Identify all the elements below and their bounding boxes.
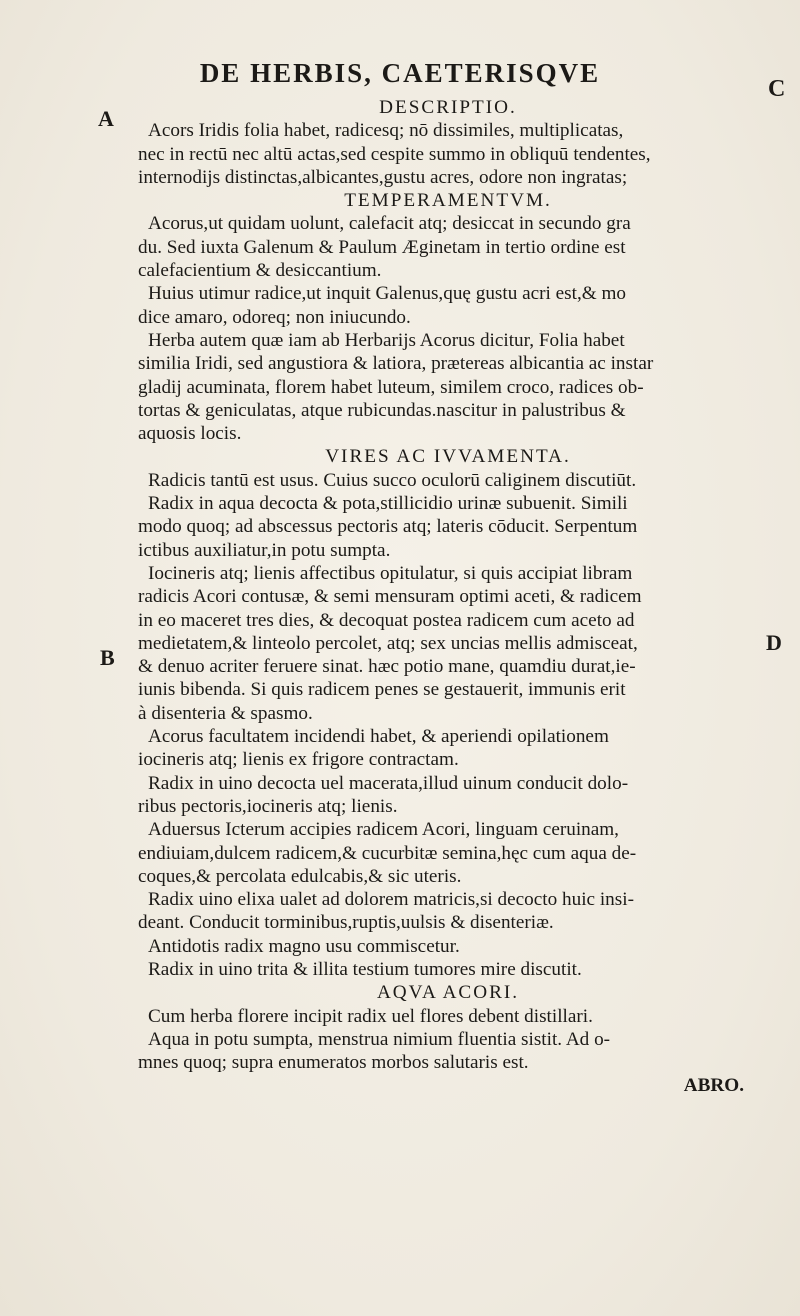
text-line: medietatem,& linteolo percolet, atq; sex uncias mellis admisceat,: [138, 632, 638, 654]
text-line: iocineris atq; lienis ex frigore contractam.: [138, 749, 459, 771]
text-line: & denuo acriter feruere sinat. hæc potio mane, quamdiu durat,ie-: [138, 656, 636, 678]
text-line: Antidotis radix magno usu commiscetur.: [148, 935, 460, 957]
text-line: radicis Acori contusæ, & semi mensuram optimi aceti, & radicem: [138, 586, 642, 608]
section-heading: VIRES AC IVVAMENTA.: [325, 446, 571, 468]
text-line: Acorus facultatem incidendi habet, & aperiendi opilationem: [148, 726, 609, 748]
text-line: mnes quoq; supra enumeratos morbos salutaris est.: [138, 1052, 529, 1074]
text-line: à disenteria & spasmo.: [138, 702, 313, 724]
margin-letter-d: D: [766, 630, 782, 655]
text-line: Radix in uino decocta uel macerata,illud uinum conducit dolo-: [148, 772, 629, 794]
text-line: Huius utimur radice,ut inquit Galenus,quę gustu acri est,& mo: [148, 283, 627, 305]
text-line: du. Sed iuxta Galenum & Paulum Æginetam in tertio ordine est: [138, 236, 626, 258]
text-line: ribus pectoris,iocineris atq; lienis.: [138, 795, 398, 817]
text-line: in eo maceret tres dies, & decoquat postea radicem cum aceto ad: [138, 609, 635, 631]
text-line: deant. Conducit torminibus,ruptis,uulsis & disenteriæ.: [138, 912, 554, 934]
text-line: aquosis locis.: [138, 423, 242, 445]
text-line: Iocineris atq; lienis affectibus opitulatur, si quis accipiat libram: [148, 562, 633, 584]
text-line: Acors Iridis folia habet, radicesq; nō dissimiles, multiplicatas,: [148, 120, 624, 142]
text-line: Herba autem quæ iam ab Herbarijs Acorus dicitur, Folia habet: [148, 329, 625, 351]
text-line: tortas & geniculatas, atque rubicundas.nascitur in palustribus &: [138, 399, 626, 421]
margin-letter-c: C: [768, 76, 786, 102]
text-line: coques,& percolata edulcabis,& sic uteris.: [138, 865, 462, 887]
text-line: gladij acuminata, florem habet luteum, similem croco, radices ob-: [138, 376, 644, 398]
margin-letter-a: A: [98, 106, 114, 131]
catchword: ABRO.: [683, 1075, 744, 1097]
text-line: Radicis tantū est usus. Cuius succo oculorū caliginem discutiūt.: [148, 469, 637, 491]
text-line: Radix uino elixa ualet ad dolorem matricis,si decocto huic insi-: [148, 889, 634, 911]
text-line: dice amaro, odoreq; non iniucundo.: [138, 306, 411, 328]
text-line: similia Iridi, sed angustiora & latiora, prætereas albicantia ac instar: [138, 353, 654, 375]
text-line: modo quoq; ad abscessus pectoris atq; lateris cōducit. Serpentum: [138, 516, 638, 538]
text-line: Cum herba florere incipit radix uel flores debent distillari.: [148, 1005, 593, 1027]
text-line: Radix in uino trita & illita testium tumores mire discutit.: [148, 958, 582, 980]
text-line: internodijs distinctas,albicantes,gustu acres, odore non ingratas;: [138, 166, 628, 188]
text-line: Aqua in potu sumpta, menstrua nimium fluentia sistit. Ad o-: [148, 1028, 611, 1050]
section-heading: TEMPERAMENTVM.: [344, 190, 552, 212]
text-line: nec in rectū nec altū actas,sed cespite summo in obliquū tendentes,: [138, 143, 651, 165]
section-heading: AQVA ACORI.: [376, 982, 520, 1004]
text-line: ictibus auxiliatur,in potu sumpta.: [138, 539, 391, 561]
text-line: calefacientium & desiccantium.: [138, 260, 382, 282]
text-line: endiuiam,dulcem radicem,& cucurbitæ semina,hęc cum aqua de-: [138, 842, 637, 864]
body-text: [138, 96, 758, 1098]
text-line: iunis bibenda. Si quis radicem penes se gestauerit, immunis erit: [138, 679, 626, 701]
text-line: Radix in aqua decocta & pota,stillicidio urinæ subuenit. Simili: [148, 493, 628, 515]
section-heading: DESCRIPTIO.: [379, 97, 517, 118]
text-line: Aduersus Icterum accipies radicem Acori, linguam ceruinam,: [148, 819, 619, 841]
text-line: Acorus,ut quidam uolunt, calefacit atq; desiccat in secundo gra: [148, 213, 631, 235]
running-header: DE HERBIS, CAETERISQVE: [199, 58, 601, 88]
margin-letter-b: B: [100, 645, 115, 670]
